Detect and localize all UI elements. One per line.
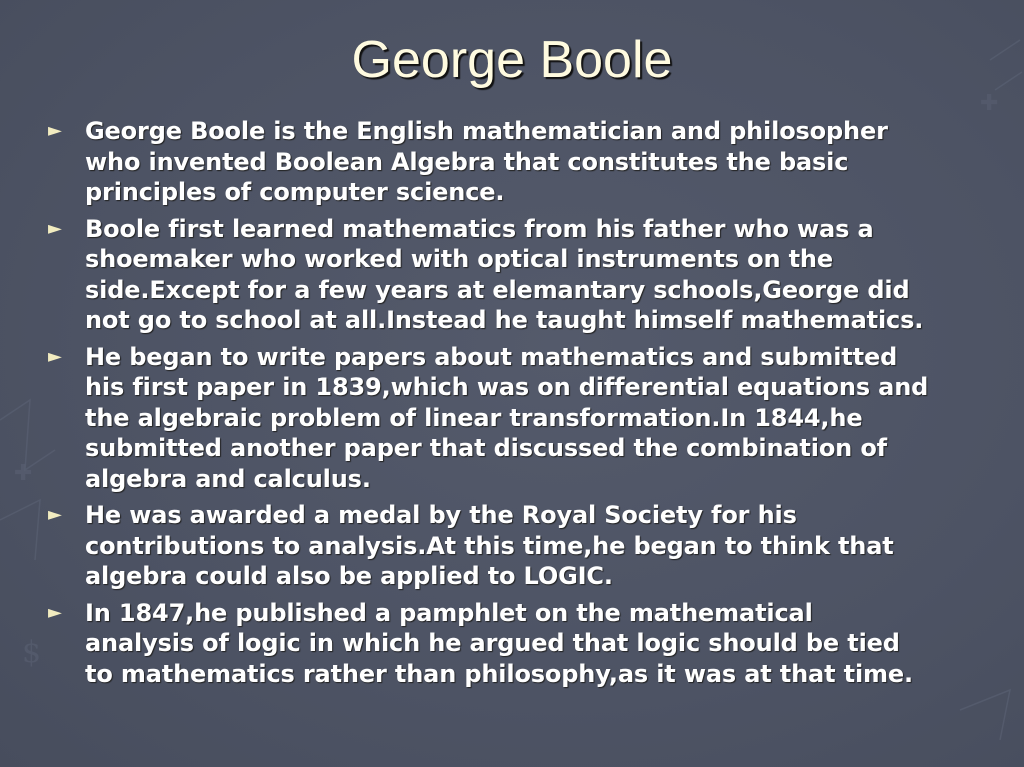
bullet-line: contributions to analysis.At this time,he began to think that xyxy=(85,531,894,560)
bullet-line: algebra could also be applied to LOGIC. xyxy=(85,562,613,590)
bullet-line: algebra and calculus. xyxy=(85,464,371,493)
bullet-line: He was awarded a medal by the Royal Society for his xyxy=(85,501,797,529)
bullet-line: submitted another paper that discussed the combination of xyxy=(85,434,887,462)
bullet-list xyxy=(44,116,994,695)
bullet-item xyxy=(44,214,994,336)
bullet-line: to mathematics rather than philosophy,as it was at that time. xyxy=(85,659,913,688)
bullet-line: shoemaker who worked with optical instruments on the xyxy=(85,245,833,273)
bullet-line: He began to write papers about mathematics and submitted xyxy=(85,342,898,371)
svg-text:$: $ xyxy=(22,635,42,670)
bullet-line: Boole first learned mathematics from his father who was a xyxy=(85,214,874,243)
bullet-line: In 1847,he published a pamphlet on the mathematical xyxy=(85,598,813,627)
bullet-arrow-icon: ► xyxy=(48,345,62,367)
bullet-line: principles of computer science. xyxy=(85,178,505,206)
svg-text:✚: ✚ xyxy=(980,91,999,116)
bullet-arrow-icon: ► xyxy=(48,601,62,623)
bullet-arrow-icon: ► xyxy=(48,504,62,525)
bullet-line: not go to school at all.Instead he taught himself mathematics. xyxy=(85,306,924,334)
slide-title: George Boole xyxy=(351,31,673,89)
bullet-line: analysis of logic in which he argued that logic should be tied xyxy=(85,629,900,657)
bullet-item xyxy=(44,116,994,208)
bullet-item xyxy=(44,598,994,690)
bullet-line: side.Except for a few years at elemantary schools,George did xyxy=(85,275,910,304)
bullet-item xyxy=(44,342,994,495)
bullet-line: the algebraic problem of linear transformation.In 1844,he xyxy=(85,403,863,432)
bullet-line: who invented Boolean Algebra that constitutes the basic xyxy=(85,147,849,176)
bullet-item xyxy=(44,500,994,592)
svg-text:✚: ✚ xyxy=(14,461,33,486)
bullet-arrow-icon: ► xyxy=(48,217,62,239)
bullet-arrow-icon: ► xyxy=(48,120,62,141)
bullet-line: George Boole is the English mathematician and philosopher xyxy=(85,117,888,145)
bullet-line: his first paper in 1839,which was on differential equations and xyxy=(85,373,929,401)
